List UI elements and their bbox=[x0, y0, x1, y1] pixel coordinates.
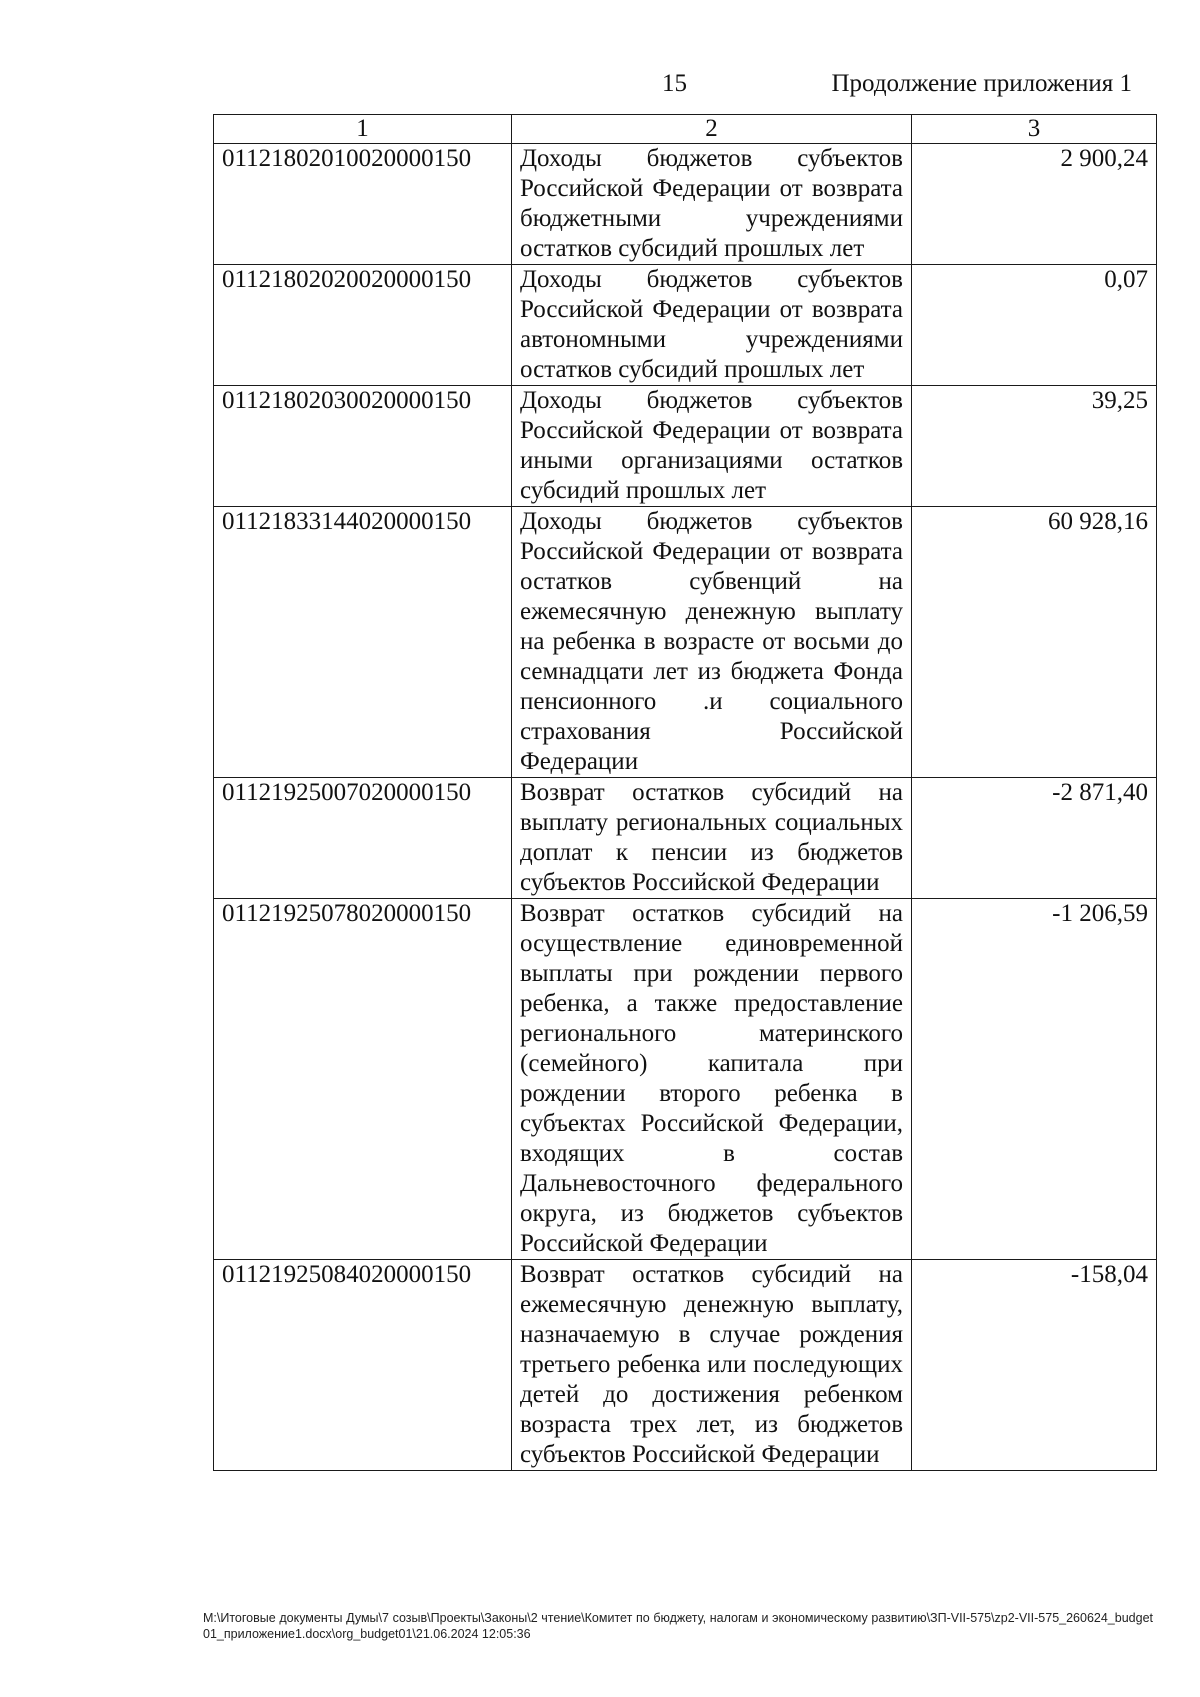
amount-cell: -1 206,59 bbox=[912, 899, 1157, 1260]
budget-code-cell: 01121925007020000150 bbox=[214, 778, 512, 899]
description-cell: Доходы бюджетов субъектов Российской Федерации от возврата иными организациями остатков субсидий прошлых лет bbox=[512, 386, 912, 507]
table-row bbox=[214, 386, 1157, 507]
amount-cell: 39,25 bbox=[912, 386, 1157, 507]
budget-code-cell: 01121802020020000150 bbox=[214, 265, 512, 386]
budget-code-cell: 01121925078020000150 bbox=[214, 899, 512, 1260]
description-cell: Возврат остатков субсидий на ежемесячную денежную выплату, назначаемую в случае рождения третьего ребенка или последующих детей до достижения ребенком возраста трех лет, из бюджетов субъектов Российской Федерации bbox=[512, 1260, 912, 1471]
page-number: 15 bbox=[662, 70, 687, 97]
amount-cell: -158,04 bbox=[912, 1260, 1157, 1471]
table-row bbox=[214, 507, 1157, 778]
page-header bbox=[0, 70, 1200, 104]
table-row bbox=[214, 899, 1157, 1260]
budget-code-cell: 01121802030020000150 bbox=[214, 386, 512, 507]
appendix-continuation-label: Продолжение приложения 1 bbox=[831, 70, 1132, 97]
amount-cell: 0,07 bbox=[912, 265, 1157, 386]
column-header-1: 1 bbox=[214, 115, 512, 144]
table-row bbox=[214, 144, 1157, 265]
description-cell: Возврат остатков субсидий на осуществление единовременной выплаты при рождении первого ребенка, а также предоставление регионального материнского (семейного) капитала при рождении второго ребенка в субъектах Российской Федерации, входящих в состав Дальневосточного федерального округа, из бюджетов субъектов Российской Федерации bbox=[512, 899, 912, 1260]
budget-code-cell: 01121833144020000150 bbox=[214, 507, 512, 778]
amount-cell: 60 928,16 bbox=[912, 507, 1157, 778]
column-header-2: 2 bbox=[512, 115, 912, 144]
budget-revenue-table bbox=[213, 114, 1157, 1471]
amount-cell: -2 871,40 bbox=[912, 778, 1157, 899]
table-row bbox=[214, 1260, 1157, 1471]
table-row bbox=[214, 778, 1157, 899]
description-cell: Возврат остатков субсидий на выплату региональных социальных доплат к пенсии из бюджетов субъектов Российской Федерации bbox=[512, 778, 912, 899]
budget-code-cell: 01121802010020000150 bbox=[214, 144, 512, 265]
table-header-row bbox=[214, 115, 1157, 144]
description-cell: Доходы бюджетов субъектов Российской Федерации от возврата остатков субвенций на ежемесячную денежную выплату на ребенка в возрасте от восьми до семнадцати лет из бюджета Фонда пенсионного .и социального страхования Российской Федерации bbox=[512, 507, 912, 778]
document-file-path: М:\Итоговые документы Думы\7 созыв\Проекты\Законы\2 чтение\Комитет по бюджету, налогам и экономическому развитию\ЗП-VII-575\zp2-VII-575_260624_budget01_приложение1.docx\org_budget01\21.06.2024 12:05:36 bbox=[203, 1611, 1153, 1641]
description-cell: Доходы бюджетов субъектов Российской Федерации от возврата автономными учреждениями остатков субсидий прошлых лет bbox=[512, 265, 912, 386]
column-header-3: 3 bbox=[912, 115, 1157, 144]
amount-cell: 2 900,24 bbox=[912, 144, 1157, 265]
description-cell: Доходы бюджетов субъектов Российской Федерации от возврата бюджетными учреждениями остатков субсидий прошлых лет bbox=[512, 144, 912, 265]
budget-code-cell: 01121925084020000150 bbox=[214, 1260, 512, 1471]
table-row bbox=[214, 265, 1157, 386]
